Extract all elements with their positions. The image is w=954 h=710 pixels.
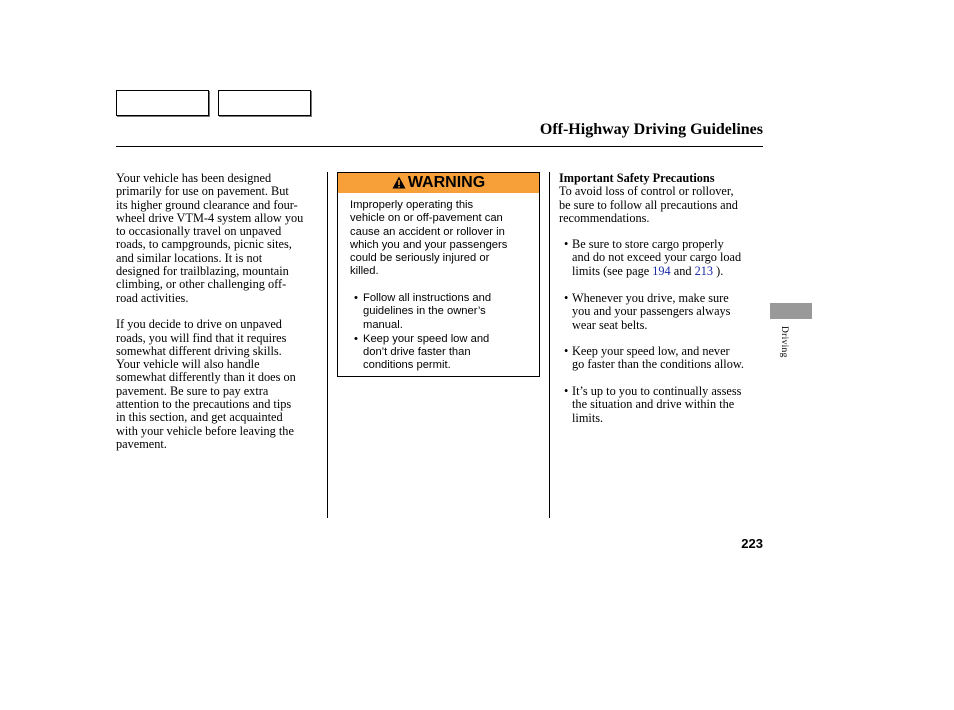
- text-line: you and your passengers always: [572, 304, 731, 319]
- paragraph-gap: [116, 305, 321, 318]
- text-line: Your vehicle will also handle: [116, 357, 260, 372]
- text-line: conditions permit.: [363, 359, 451, 372]
- text-fragment: and: [670, 263, 695, 278]
- text-line: Follow all instructions and: [363, 292, 492, 304]
- text-line: Keep your speed low, and never: [572, 344, 730, 358]
- text-line: recommendations.: [559, 210, 650, 225]
- text-line: be sure to follow all precautions and: [559, 197, 738, 212]
- warning-label: WARNING: [407, 174, 486, 191]
- text-line: primarily for use on pavement. But: [116, 184, 289, 199]
- precaution-item: [559, 292, 764, 332]
- text-line: Your vehicle has been designed: [116, 171, 272, 185]
- text-line: in this section, and get acquainted: [116, 410, 283, 425]
- text-line: designed for trailblazing, mountain: [116, 264, 289, 279]
- intro-paragraph-1: [116, 172, 321, 305]
- section-tab[interactable]: [770, 303, 812, 319]
- text-line: could be seriously injured or: [350, 252, 490, 265]
- text-fragment: limits (see page: [572, 263, 653, 278]
- page-link-194[interactable]: 194: [652, 263, 671, 278]
- text-line: go faster than the conditions allow.: [572, 357, 745, 372]
- section-heading: Important Safety Precautions: [559, 171, 715, 185]
- text-line: roads, to campgrounds, picnic sites,: [116, 237, 292, 252]
- text-line: climbing, or other challenging off-: [116, 277, 287, 292]
- text-line: guidelines in the owner’s: [363, 305, 486, 318]
- warning-intro: [350, 199, 535, 279]
- page-number: 223: [741, 536, 763, 551]
- section-label: Driving: [779, 326, 789, 358]
- text-line: limits.: [572, 410, 604, 425]
- text-line: its higher ground clearance and four-: [116, 197, 298, 212]
- nav-button-next[interactable]: [218, 90, 311, 116]
- text-line: pavement.: [116, 436, 167, 451]
- page-link-213[interactable]: 213: [694, 263, 714, 278]
- text-line: manual.: [363, 318, 403, 331]
- warning-triangle-icon: [392, 176, 406, 189]
- intro-column: [116, 172, 321, 451]
- warning-list: [354, 292, 534, 374]
- text-line: don’t drive faster than: [363, 346, 471, 359]
- text-line: somewhat different driving skills.: [116, 343, 282, 358]
- nav-button-prev[interactable]: [116, 90, 209, 116]
- text-line: and similar locations. It is not: [116, 250, 263, 265]
- text-line: Be sure to store cargo properly: [572, 237, 724, 251]
- column-divider-left: [327, 172, 328, 518]
- page-title: Off-Highway Driving Guidelines: [539, 121, 763, 138]
- text-line: vehicle on or off-pavement can: [350, 212, 503, 225]
- warning-box: [337, 172, 540, 377]
- bullet: •: [564, 291, 569, 305]
- text-line: [572, 265, 764, 278]
- text-line: pavement. Be sure to pay extra: [116, 383, 269, 398]
- precaution-item: [559, 238, 764, 278]
- text-line: killed.: [350, 265, 379, 278]
- warning-list-item: [354, 292, 534, 332]
- text-line: to occasionally travel on unpaved: [116, 224, 282, 239]
- text-line: cause an accident or rollover in: [350, 225, 505, 238]
- text-line: It’s up to you to continually assess: [572, 384, 742, 398]
- intro-paragraph-2: [116, 318, 321, 451]
- precautions-column: [559, 172, 764, 225]
- bullet: •: [564, 344, 569, 358]
- warning-header: [338, 173, 539, 193]
- text-line: and do not exceed your cargo load: [572, 250, 742, 265]
- text-line: To avoid loss of control or rollover,: [559, 184, 734, 199]
- text-line: with your vehicle before leaving the: [116, 423, 294, 438]
- text-line: wear seat belts.: [572, 317, 648, 332]
- text-line: Improperly operating this: [350, 199, 474, 211]
- bullet: •: [354, 292, 358, 304]
- text-line: If you decide to drive on unpaved: [116, 317, 282, 332]
- text-line: roads, you will find that it requires: [116, 330, 287, 345]
- text-line: the situation and drive within the: [572, 397, 735, 412]
- column-divider-right: [549, 172, 550, 518]
- title-rule: [116, 146, 763, 147]
- precaution-item: [559, 385, 764, 425]
- bullet: •: [354, 332, 358, 345]
- text-line: attention to the precautions and tips: [116, 397, 292, 412]
- bullet: •: [564, 237, 569, 251]
- text-line: road activities.: [116, 290, 189, 305]
- precaution-item: [559, 345, 764, 372]
- text-fragment: ).: [713, 263, 724, 278]
- bullet: •: [564, 384, 569, 398]
- warning-list-item: [354, 333, 534, 373]
- text-line: wheel drive VTM-4 system allow you: [116, 210, 304, 225]
- text-line: which you and your passengers: [350, 238, 508, 251]
- text-line: somewhat differently than it does on: [116, 370, 296, 385]
- text-line: Keep your speed low and: [363, 332, 490, 345]
- text-line: Whenever you drive, make sure: [572, 291, 729, 305]
